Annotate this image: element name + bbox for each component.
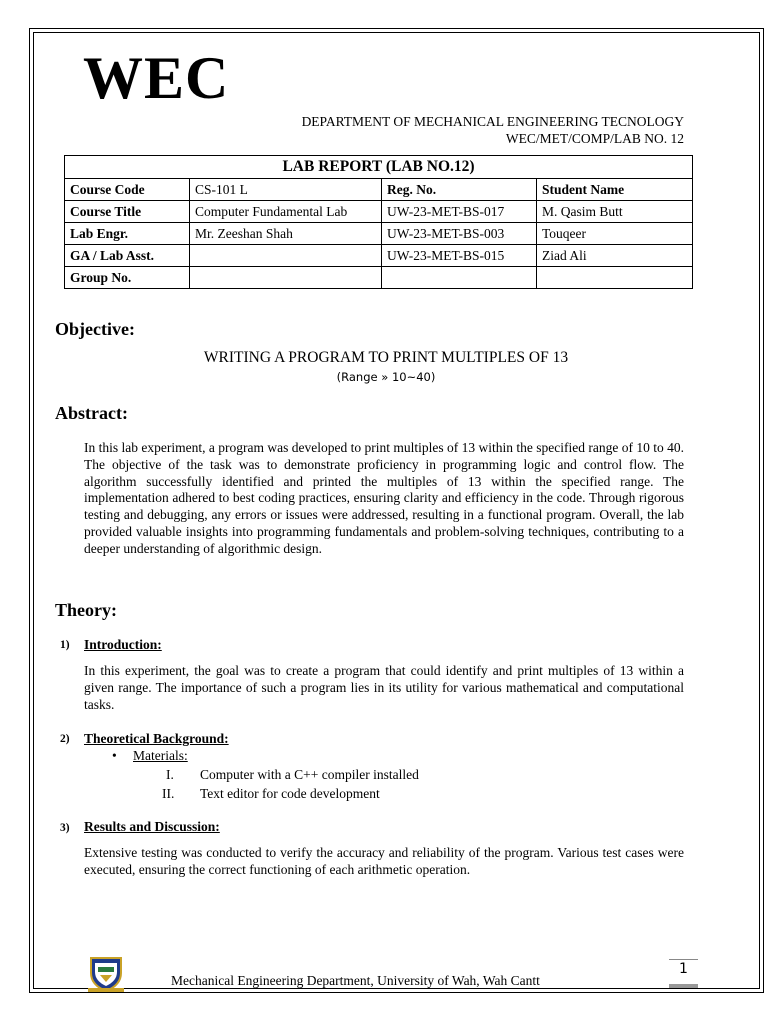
theory-heading: Theory: bbox=[55, 600, 117, 620]
student-name: Ziad Ali bbox=[537, 245, 693, 267]
table-row bbox=[65, 223, 693, 245]
row-value: Mr. Zeeshan Shah bbox=[190, 223, 382, 245]
table-row bbox=[65, 201, 693, 223]
reg-no-header: Reg. No. bbox=[382, 179, 537, 201]
row-label: Group No. bbox=[65, 267, 190, 289]
row-label: GA / Lab Asst. bbox=[65, 245, 190, 267]
reg-no: UW-23-MET-BS-003 bbox=[382, 223, 537, 245]
introduction-heading: Introduction: bbox=[84, 637, 162, 652]
list-number: II. bbox=[162, 786, 175, 801]
department-header bbox=[302, 113, 684, 147]
reg-no bbox=[382, 267, 537, 289]
student-name bbox=[537, 267, 693, 289]
row-value bbox=[190, 267, 382, 289]
row-label: Lab Engr. bbox=[65, 223, 190, 245]
introduction-text: In this experiment, the goal was to create a program that could identify and print multiples of 13 within a given range. The importance of such a program lies in its utility for various mathematical and computational tasks. bbox=[84, 663, 684, 712]
student-name: Touqeer bbox=[537, 223, 693, 245]
department-name: DEPARTMENT OF MECHANICAL ENGINEERING TECNOLOGY bbox=[301, 114, 684, 129]
materials-label: Materials: bbox=[133, 748, 188, 763]
objective-title: WRITING A PROGRAM TO PRINT MULTIPLES OF 13 bbox=[203, 349, 569, 366]
list-item: Text editor for code development bbox=[200, 786, 380, 801]
page-number-rule bbox=[669, 959, 698, 960]
materials-bullet bbox=[112, 748, 188, 764]
table-row bbox=[65, 267, 693, 289]
reg-no: UW-23-MET-BS-017 bbox=[382, 201, 537, 223]
footer-text: Mechanical Engineering Department, University of Wah, Wah Cantt bbox=[171, 973, 540, 988]
row-label: Course Title bbox=[65, 201, 190, 223]
list-item: Computer with a C++ compiler installed bbox=[200, 767, 419, 782]
table-row bbox=[65, 245, 693, 267]
table-row bbox=[65, 179, 693, 201]
page-number-bar bbox=[669, 984, 698, 988]
wec-logo: WEC bbox=[83, 45, 230, 111]
table-title: LAB REPORT (LAB NO.12) bbox=[65, 156, 693, 179]
university-crest-icon bbox=[86, 955, 126, 993]
abstract-heading: Abstract: bbox=[55, 403, 128, 423]
results-heading: Results and Discussion: bbox=[84, 819, 220, 834]
section-number: 1) bbox=[60, 639, 70, 651]
page-number: 1 bbox=[679, 961, 688, 977]
section-number: 2) bbox=[60, 733, 70, 745]
objective-heading: Objective: bbox=[55, 319, 135, 339]
objective-range: (Range » 10~40) bbox=[336, 370, 436, 384]
student-name: M. Qasim Butt bbox=[537, 201, 693, 223]
reg-no: UW-23-MET-BS-015 bbox=[382, 245, 537, 267]
theoretical-background-heading: Theoretical Background: bbox=[84, 731, 229, 746]
row-value: Computer Fundamental Lab bbox=[190, 201, 382, 223]
student-name-header: Student Name bbox=[537, 179, 693, 201]
lab-info-table bbox=[64, 155, 693, 289]
bullet-icon: • bbox=[112, 748, 117, 763]
row-value: CS-101 L bbox=[190, 179, 382, 201]
lab-code: WEC/MET/COMP/LAB NO. 12 bbox=[505, 131, 684, 146]
abstract-text: In this lab experiment, a program was developed to print multiples of 13 within the specified range of 10 to 40. The objective of the task was to demonstrate proficiency in programming logic and control flow. The algorithm successfully identified and printed the multiples of 13 within the specified range. The implementation adhered to best coding practices, ensuring clarity and efficiency in the code. Through rigorous testing and debugging, any errors or issues were addressed, resulting in a functional program. Overall, the lab provided valuable insights into programming fundamentals and problem-solving techniques, contributing to a deeper understanding of algorithmic design. bbox=[84, 440, 684, 556]
row-label: Course Code bbox=[65, 179, 190, 201]
results-text: Extensive testing was conducted to verify the accuracy and reliability of the program. Various test cases were executed, ensuring the correct functioning of each arithmetic operation. bbox=[84, 845, 684, 877]
section-number: 3) bbox=[60, 822, 70, 834]
row-value bbox=[190, 245, 382, 267]
list-number: I. bbox=[166, 767, 174, 782]
